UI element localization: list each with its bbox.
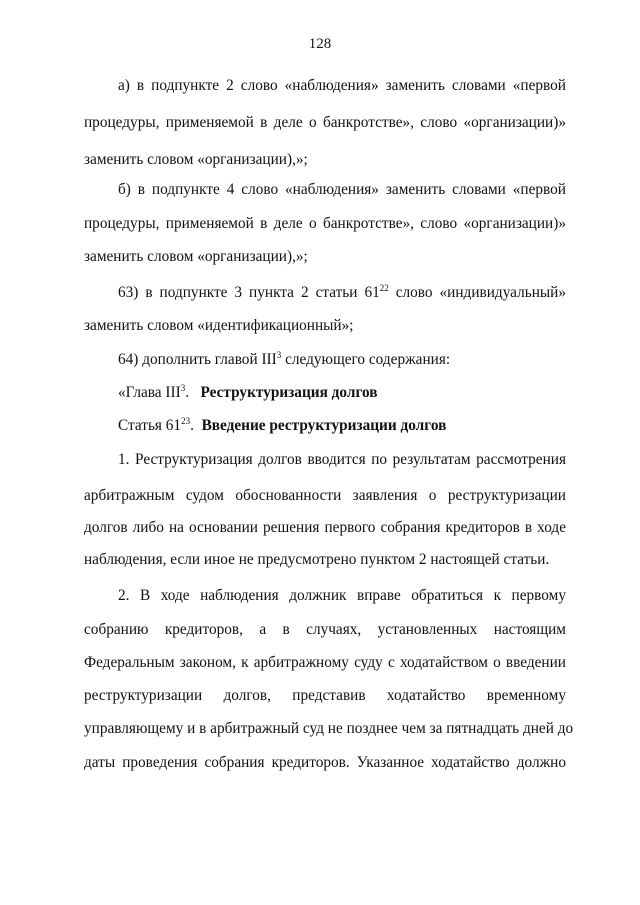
superscript: 23: [181, 416, 191, 426]
text-line: а) в подпункте 2 слово «наблюдения» заменить словами «первой: [118, 77, 566, 94]
text-line: [118, 283, 566, 303]
text-line: управляющему и в арбитражный суд не позднее чем за пятнадцать дней до: [84, 720, 574, 737]
text-fragment: Статья 61: [118, 417, 182, 434]
text-line: процедуры, применяемой в деле о банкротстве», слово «организации)»: [84, 114, 566, 131]
text-fragment: 63) в подпункте 3 пункта 2 статьи 61: [118, 284, 380, 301]
chapter-title: Реструктуризация долгов: [200, 384, 378, 401]
text-line: реструктуризации долгов, представив ходатайство временному: [84, 687, 566, 704]
text-line: заменить словом «идентификационный»;: [84, 317, 354, 334]
chapter-heading: [118, 383, 566, 403]
text-fragment: «Глава III: [118, 384, 181, 401]
text-fragment: 64) дополнить главой III: [118, 351, 277, 368]
text-fragment: .: [190, 417, 194, 434]
text-line: 2. В ходе наблюдения должник вправе обратиться к первому: [118, 587, 566, 604]
text-line: заменить словом «организации),»;: [84, 151, 308, 168]
page-number: 128: [308, 36, 332, 52]
text-line: заменить словом «организации),»;: [84, 248, 308, 265]
text-line: 1. Реструктуризация долгов вводится по результатам рассмотрения: [118, 451, 566, 468]
article-heading: [118, 416, 566, 436]
text-line: [118, 350, 566, 370]
superscript: 3: [180, 383, 186, 393]
text-line: б) в подпункте 4 слово «наблюдения» заменить словами «первой: [118, 181, 566, 198]
text-line: Федеральным законом, к арбитражному суду с ходатайством о введении: [84, 654, 566, 671]
text-fragment: следующего содержания:: [281, 351, 451, 368]
text-line: собранию кредиторов, а в случаях, установленных настоящим: [84, 621, 566, 638]
text-line: наблюдения, если иное не предусмотрено пунктом 2 настоящей статьи.: [84, 551, 550, 568]
text-line: долгов либо на основании решения первого собрания кредиторов в ходе: [84, 519, 566, 536]
text-fragment: слово «индивидуальный»: [388, 284, 566, 301]
article-title: Введение реструктуризации долгов: [201, 417, 447, 434]
superscript: 22: [379, 283, 389, 293]
text-line: арбитражным судом обоснованности заявления о реструктуризации: [84, 487, 566, 504]
text-line: даты проведения собрания кредиторов. Указанное ходатайство должно: [84, 754, 566, 771]
text-line: процедуры, применяемой в деле о банкротстве», слово «организации)»: [84, 215, 566, 232]
superscript: 3: [276, 350, 282, 360]
text-fragment: .: [185, 384, 190, 401]
